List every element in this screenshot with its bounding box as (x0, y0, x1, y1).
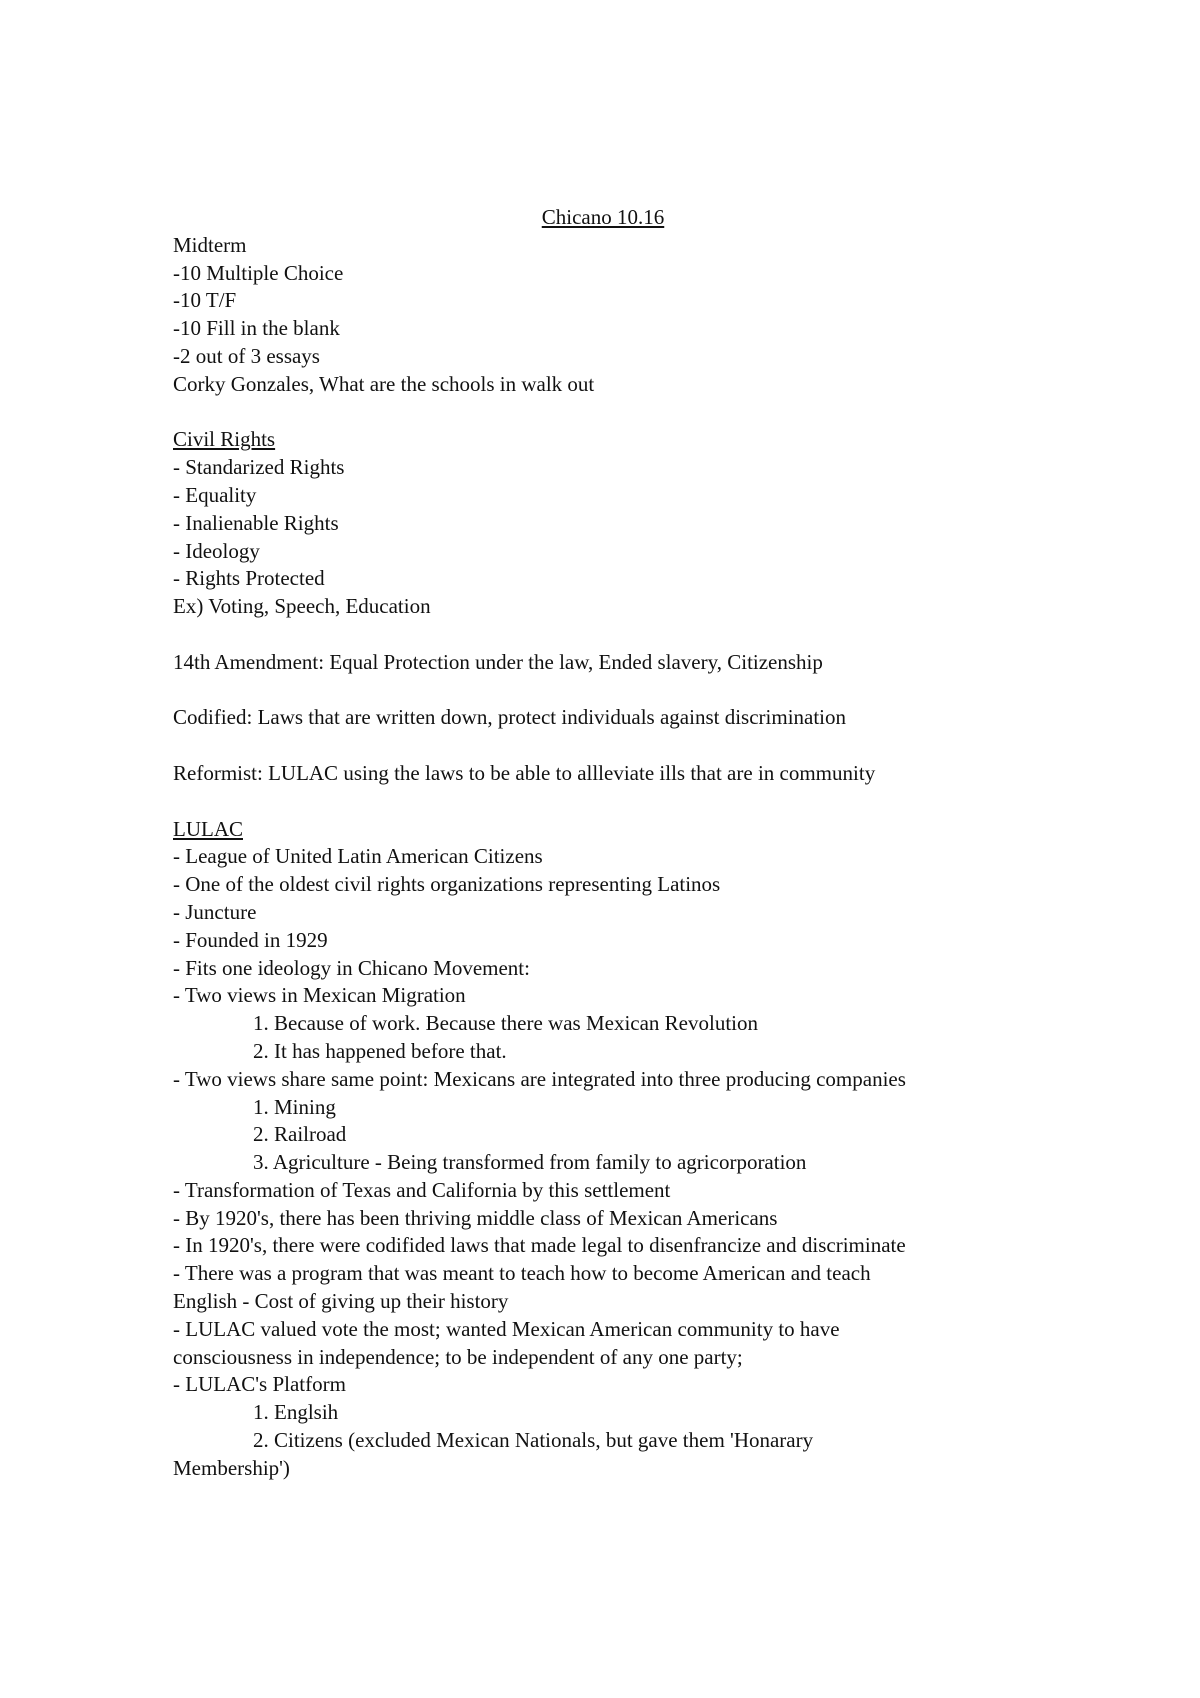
lulac-item: - In 1920's, there were codifided laws that made legal to disenfrancize and discriminate (173, 1233, 906, 1258)
civil-rights-item: Ex) Voting, Speech, Education (173, 594, 431, 619)
lulac-item: - LULAC valued vote the most; wanted Mexican American community to have (173, 1316, 840, 1341)
lulac-subitem: 2. Citizens (excluded Mexican Nationals, but gave them 'Honarary (253, 1428, 814, 1453)
lulac-subitem: 1. Because of work. Because there was Mexican Revolution (253, 1011, 759, 1036)
lulac-item-continued: consciousness in independence; to be independent of any one party; (173, 1344, 743, 1369)
civil-rights-item: - Standarized Rights (173, 455, 345, 480)
lulac-item: - Transformation of Texas and California by this settlement (173, 1177, 671, 1202)
lulac-subitem: 1. Mining (253, 1094, 336, 1119)
amendment-note: 14th Amendment: Equal Protection under the law, Ended slavery, Citizenship (173, 649, 823, 674)
lulac-subitem: 2. Railroad (253, 1122, 347, 1147)
lulac-item-continued: English - Cost of giving up their history (173, 1289, 509, 1314)
lulac-item: - Two views in Mexican Migration (173, 983, 466, 1008)
spacer (173, 788, 1073, 816)
midterm-item: -10 Fill in the blank (173, 316, 340, 341)
notes-body (173, 204, 1073, 1483)
lulac-heading: LULAC (173, 816, 243, 841)
lulac-item: - Juncture (173, 899, 257, 924)
spacer (173, 621, 1073, 649)
lulac-item: - LULAC's Platform (173, 1372, 346, 1397)
midterm-item: -10 T/F (173, 288, 237, 313)
lulac-item: - Founded in 1929 (173, 927, 328, 952)
spacer (173, 732, 1073, 760)
lulac-subitem: 2. It has happened before that. (253, 1038, 507, 1063)
civil-rights-item: - Equality (173, 482, 257, 507)
civil-rights-item: - Inalienable Rights (173, 510, 339, 535)
lulac-item: - One of the oldest civil rights organizations representing Latinos (173, 872, 721, 897)
midterm-heading: Midterm (173, 232, 247, 257)
lulac-subitem: 3. Agriculture - Being transformed from family to agricorporation (253, 1150, 807, 1175)
midterm-item: -2 out of 3 essays (173, 343, 320, 368)
civil-rights-heading: Civil Rights (173, 427, 276, 452)
midterm-item: -10 Multiple Choice (173, 260, 344, 285)
reformist-note: Reformist: LULAC using the laws to be able to allleviate ills that are in community (173, 760, 876, 785)
lulac-item: - League of United Latin American Citizens (173, 844, 543, 869)
codified-note: Codified: Laws that are written down, protect individuals against discrimination (173, 705, 847, 730)
midterm-item: Corky Gonzales, What are the schools in walk out (173, 371, 595, 396)
page-title: Chicano 10.16 (541, 205, 665, 229)
civil-rights-item: - Rights Protected (173, 566, 325, 591)
lulac-subitem: 1. Englsih (253, 1400, 339, 1425)
lulac-item: - By 1920's, there has been thriving middle class of Mexican Americans (173, 1205, 778, 1230)
lulac-item-continued: Membership') (173, 1455, 290, 1480)
civil-rights-item: - Ideology (173, 538, 260, 563)
lulac-item: - Fits one ideology in Chicano Movement: (173, 955, 530, 980)
lulac-item: - There was a program that was meant to teach how to become American and teach (173, 1261, 871, 1286)
spacer (173, 399, 1073, 427)
lulac-item: - Two views share same point: Mexicans are integrated into three producing companies (173, 1066, 906, 1091)
spacer (173, 677, 1073, 705)
